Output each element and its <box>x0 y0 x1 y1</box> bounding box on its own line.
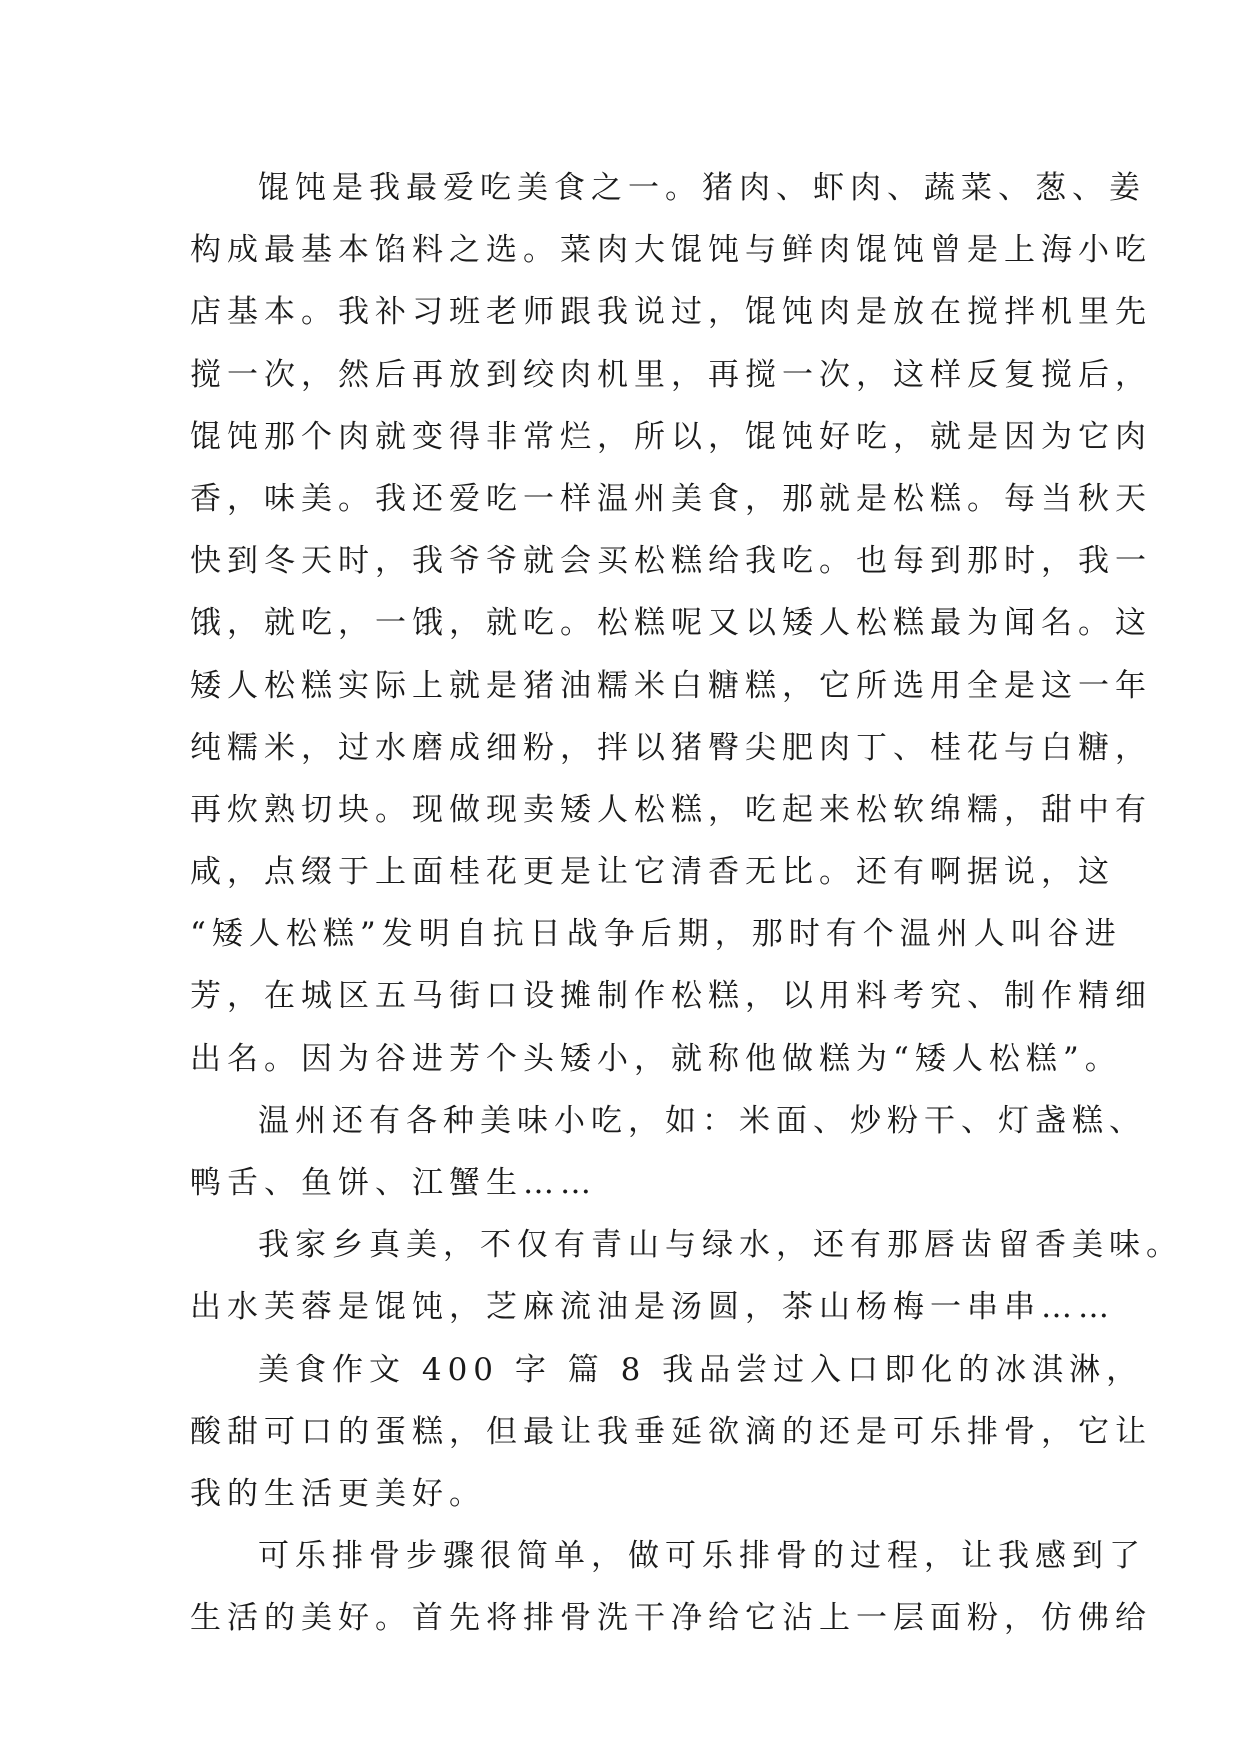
section-heading-line: 美食作文 400 字 篇 8 我品尝过入口即化的冰淇淋， <box>258 1351 1144 1388</box>
paragraph-line: 店基本。我补习班老师跟我说过，馄饨肉是放在搅拌机里先 <box>190 294 1152 331</box>
paragraph-line: 酸甜可口的蛋糕，但最让我垂延欲滴的还是可乐排骨，它让 <box>190 1413 1152 1450</box>
paragraph-line: 温州还有各种美味小吃，如：米面、炒粉干、灯盏糕、 <box>258 1102 1146 1139</box>
paragraph-line: 再炊熟切块。现做现卖矮人松糕，吃起来松软绵糯，甜中有 <box>190 791 1152 828</box>
paragraph-line: 搅一次，然后再放到绞肉机里，再搅一次，这样反复搅后， <box>190 356 1152 393</box>
paragraph-line: 香，味美。我还爱吃一样温州美食，那就是松糕。每当秋天 <box>190 480 1152 517</box>
paragraph-line: 馄饨是我最爱吃美食之一。猪肉、虾肉、蔬菜、葱、姜 <box>258 170 1146 206</box>
paragraph-line: 出水芙蓉是馄饨，芝麻流油是汤圆，茶山杨梅一串串…… <box>190 1289 1115 1326</box>
paragraph-line: 芳，在城区五马街口设摊制作松糕，以用料考究、制作精细 <box>190 978 1152 1015</box>
paragraph-line: “矮人松糕”发明自抗日战争后期，那时有个温州人叫谷进 <box>190 916 1122 953</box>
paragraph-line: 矮人松糕实际上就是猪油糯米白糖糕，它所选用全是这一年 <box>190 667 1152 704</box>
paragraph-line: 快到冬天时，我爷爷就会买松糕给我吃。也每到那时，我一 <box>190 543 1152 580</box>
paragraph-line: 饿，就吃，一饿，就吃。松糕呢又以矮人松糕最为闻名。这 <box>190 605 1152 642</box>
paragraph-line: 鸭舌、鱼饼、江蟹生…… <box>190 1165 597 1201</box>
paragraph-line: 构成最基本馅料之选。菜肉大馄饨与鲜肉馄饨曾是上海小吃 <box>190 232 1152 269</box>
paragraph-line: 纯糯米，过水磨成细粉，拌以猪臀尖肥肉丁、桂花与白糖， <box>190 729 1152 766</box>
body-text <box>190 157 1183 1650</box>
paragraph-line: 咸，点缀于上面桂花更是让它清香无比。还有啊据说，这 <box>190 854 1115 891</box>
paragraph-line: 可乐排骨步骤很简单，做可乐排骨的过程，让我感到了 <box>258 1538 1146 1575</box>
paragraph-line: 馄饨那个肉就变得非常烂，所以，馄饨好吃，就是因为它肉 <box>190 418 1152 455</box>
paragraph-line: 我家乡真美，不仅有青山与绿水，还有那唇齿留香美味。 <box>258 1227 1183 1264</box>
paragraph-line: 出名。因为谷进芳个头矮小，就称他做糕为“矮人松糕”。 <box>190 1040 1122 1077</box>
paragraph-line: 我的生活更美好。 <box>190 1475 486 1512</box>
paragraph-line: 生活的美好。首先将排骨洗干净给它沾上一层面粉，仿佛给 <box>190 1600 1152 1637</box>
